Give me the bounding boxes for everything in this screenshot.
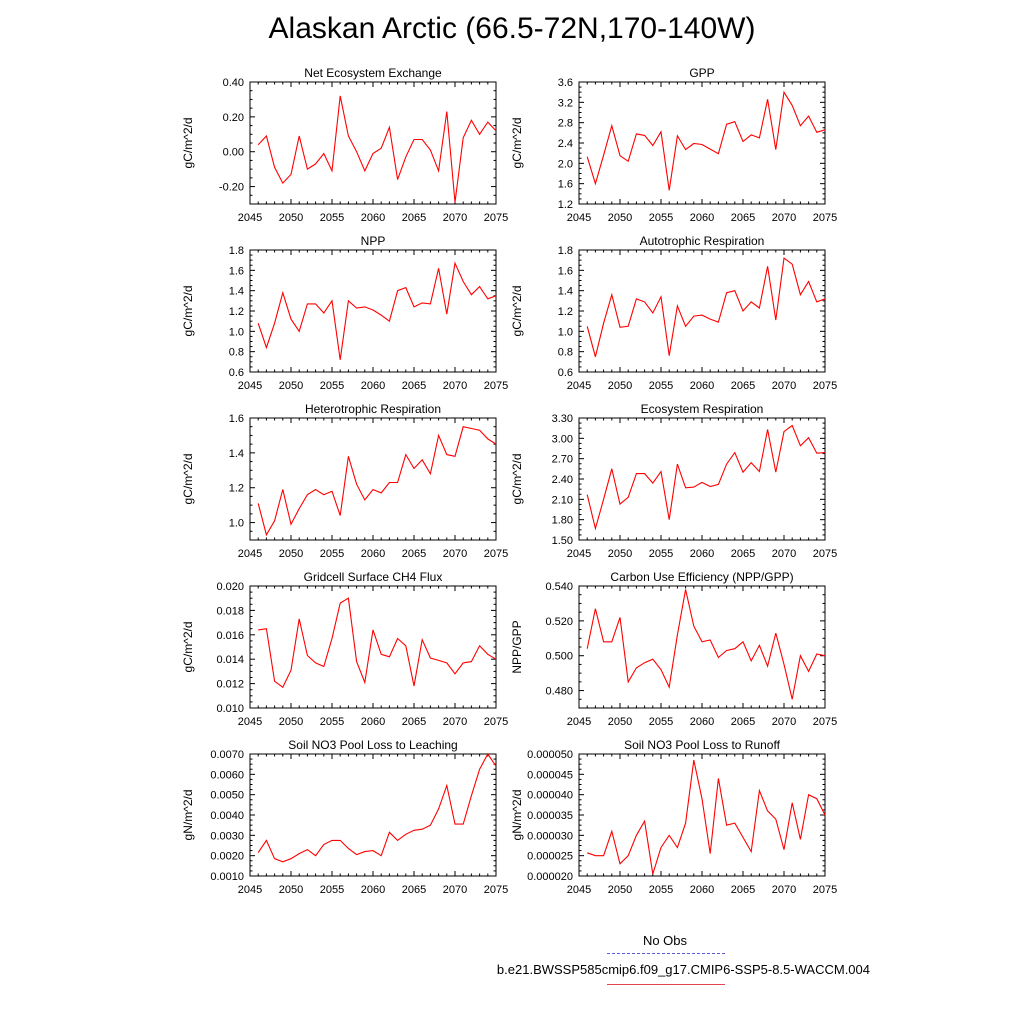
plot-frame [250, 82, 496, 204]
y-tick-label: 1.0 [228, 517, 244, 530]
x-tick-label: 2050 [607, 884, 633, 896]
x-tick-label: 2065 [401, 884, 427, 896]
x-tick-label: 2055 [648, 380, 674, 392]
plot-frame [579, 754, 825, 876]
y-tick-label: 0.40 [222, 77, 244, 89]
y-tick-label: 0.000040 [527, 789, 573, 802]
y-tick-label: 1.0 [557, 326, 573, 339]
x-tick-label: 2045 [566, 716, 592, 728]
y-tick-label: 0.20 [222, 111, 244, 124]
y-tick-label: 0.0050 [210, 789, 244, 802]
chart-panel-5 [181, 402, 508, 560]
y-tick-label: 0.018 [216, 605, 244, 618]
y-tick-label: 0.012 [216, 678, 244, 691]
y-axis-label: NPP/GPP [510, 620, 524, 674]
x-tick-label: 2065 [401, 380, 427, 392]
y-tick-label: 0.000025 [527, 850, 573, 863]
y-tick-label: 0.010 [216, 703, 244, 715]
y-tick-label: 0.0020 [210, 850, 244, 863]
x-tick-label: 2050 [607, 548, 633, 560]
series-line [258, 598, 496, 687]
x-tick-label: 2050 [278, 548, 304, 560]
y-tick-label: 1.80 [551, 514, 573, 527]
y-tick-label: -0.20 [218, 181, 244, 194]
x-tick-label: 2060 [360, 716, 386, 728]
x-tick-label: 2045 [566, 884, 592, 896]
chart-panel-4 [510, 234, 837, 392]
legend-case-line [607, 984, 725, 985]
y-tick-label: 0.540 [545, 581, 573, 593]
x-tick-label: 2055 [319, 212, 345, 224]
x-tick-label: 2065 [730, 380, 756, 392]
x-tick-label: 2075 [483, 212, 509, 224]
legend-obs-line [607, 953, 725, 954]
x-tick-label: 2060 [689, 212, 715, 224]
x-tick-label: 2045 [566, 548, 592, 560]
y-tick-label: 1.6 [228, 413, 244, 425]
series-line [587, 426, 825, 529]
chart-title: Autotrophic Respiration [639, 234, 765, 248]
y-tick-label: 0.6 [557, 367, 573, 379]
x-tick-label: 2075 [483, 380, 509, 392]
x-tick-label: 2075 [483, 716, 509, 728]
x-tick-label: 2070 [442, 716, 468, 728]
y-tick-label: 0.016 [216, 629, 244, 642]
y-tick-label: 1.2 [557, 199, 573, 211]
x-tick-label: 2060 [360, 212, 386, 224]
x-tick-label: 2075 [812, 548, 838, 560]
x-tick-label: 2045 [237, 212, 263, 224]
x-tick-label: 2075 [812, 716, 838, 728]
y-axis-label: gC/m^2/d [181, 621, 195, 673]
y-tick-label: 2.70 [551, 453, 573, 466]
chart-title: Soil NO3 Pool Loss to Leaching [288, 738, 458, 752]
y-tick-label: 1.8 [228, 245, 244, 257]
x-tick-label: 2055 [648, 548, 674, 560]
y-tick-label: 1.4 [557, 285, 573, 298]
x-tick-label: 2065 [730, 884, 756, 896]
x-tick-label: 2065 [730, 716, 756, 728]
chart-panel-7 [181, 570, 508, 728]
x-tick-label: 2055 [319, 884, 345, 896]
x-tick-label: 2070 [771, 884, 797, 896]
series-line [587, 760, 825, 874]
y-tick-label: 1.2 [557, 306, 573, 318]
x-tick-label: 2065 [401, 212, 427, 224]
chart-panel-3 [181, 234, 508, 392]
legend-obs-label: No Obs [642, 933, 688, 948]
chart-title: Heterotrophic Respiration [304, 402, 442, 416]
x-tick-label: 2070 [442, 884, 468, 896]
x-tick-label: 2075 [812, 212, 838, 224]
x-tick-label: 2075 [812, 380, 838, 392]
x-tick-label: 2075 [483, 884, 509, 896]
chart-panel-8 [510, 570, 837, 728]
y-tick-label: 1.50 [551, 535, 573, 547]
chart-title: Soil NO3 Pool Loss to Runoff [624, 738, 780, 752]
y-axis-label: gC/m^2/d [181, 117, 195, 169]
x-tick-label: 2060 [360, 884, 386, 896]
x-tick-label: 2070 [771, 212, 797, 224]
x-tick-label: 2060 [689, 884, 715, 896]
y-axis-label: gC/m^2/d [181, 453, 195, 505]
plot-frame [579, 418, 825, 540]
y-tick-label: 0.0030 [210, 830, 244, 843]
series-line [258, 427, 496, 535]
y-tick-label: 1.2 [228, 482, 244, 495]
y-tick-label: 0.000050 [527, 749, 573, 761]
legend-case-label: b.e21.BWSSP585cmip6.f09_g17.CMIP6-SSP5-8.5-WACCM.004 [496, 962, 870, 977]
x-tick-label: 2070 [442, 212, 468, 224]
plot-frame [250, 754, 496, 876]
x-tick-label: 2055 [319, 548, 345, 560]
chart-panel-9 [181, 738, 508, 896]
x-tick-label: 2045 [237, 380, 263, 392]
y-axis-label: gN/m^2/d [181, 789, 195, 841]
y-tick-label: 1.2 [228, 306, 244, 318]
chart-title: Ecosystem Respiration [640, 402, 764, 416]
x-tick-label: 2070 [771, 380, 797, 392]
y-tick-label: 3.2 [557, 97, 573, 110]
plot-frame [579, 586, 825, 708]
plot-frame [250, 586, 496, 708]
series-line [587, 258, 825, 357]
x-tick-label: 2070 [442, 380, 468, 392]
y-tick-label: 0.020 [216, 581, 244, 593]
y-tick-label: 1.0 [228, 326, 244, 339]
y-tick-label: 0.000045 [527, 769, 573, 782]
x-tick-label: 2060 [360, 548, 386, 560]
y-tick-label: 0.0010 [210, 871, 244, 883]
x-tick-label: 2050 [607, 716, 633, 728]
x-tick-label: 2065 [730, 548, 756, 560]
y-tick-label: 0.0040 [210, 810, 244, 822]
chart-panel-2 [510, 66, 837, 224]
x-tick-label: 2070 [442, 548, 468, 560]
y-tick-label: 1.6 [557, 265, 573, 278]
y-tick-label: 2.4 [557, 138, 573, 150]
y-tick-label: 0.0070 [210, 749, 244, 761]
x-tick-label: 2065 [401, 548, 427, 560]
x-tick-label: 2050 [278, 380, 304, 392]
chart-title: GPP [689, 66, 715, 80]
y-tick-label: 1.4 [228, 285, 244, 298]
x-tick-label: 2055 [648, 884, 674, 896]
series-line [587, 590, 825, 700]
x-tick-label: 2045 [237, 884, 263, 896]
y-tick-label: 3.00 [551, 433, 573, 446]
x-tick-label: 2050 [278, 212, 304, 224]
y-tick-label: 0.8 [557, 346, 573, 359]
y-tick-label: 3.6 [557, 77, 573, 89]
y-axis-label: gC/m^2/d [510, 117, 524, 169]
y-tick-label: 0.520 [545, 615, 573, 628]
x-tick-label: 2055 [648, 212, 674, 224]
y-tick-label: 1.4 [228, 447, 244, 460]
y-tick-label: 0.000035 [527, 810, 573, 822]
x-tick-label: 2050 [278, 884, 304, 896]
y-tick-label: 1.8 [557, 245, 573, 257]
y-axis-label: gC/m^2/d [510, 285, 524, 337]
y-tick-label: 2.40 [551, 474, 573, 486]
x-tick-label: 2050 [607, 212, 633, 224]
series-line [258, 754, 496, 862]
x-tick-label: 2075 [483, 548, 509, 560]
x-tick-label: 2055 [319, 716, 345, 728]
y-tick-label: 1.6 [228, 265, 244, 278]
series-line [258, 96, 496, 202]
x-tick-label: 2045 [237, 548, 263, 560]
y-tick-label: 2.8 [557, 117, 573, 130]
x-tick-label: 2070 [771, 548, 797, 560]
plot-frame [579, 82, 825, 204]
y-tick-label: 0.8 [228, 346, 244, 359]
x-tick-label: 2045 [566, 380, 592, 392]
x-tick-label: 2075 [812, 884, 838, 896]
x-tick-label: 2065 [730, 212, 756, 224]
x-tick-label: 2050 [278, 716, 304, 728]
chart-panel-1 [181, 66, 508, 224]
chart-title: Carbon Use Efficiency (NPP/GPP) [610, 570, 794, 584]
y-tick-label: 0.480 [545, 685, 573, 698]
x-tick-label: 2045 [237, 716, 263, 728]
x-tick-label: 2050 [607, 380, 633, 392]
chart-title: Gridcell Surface CH4 Flux [303, 570, 443, 584]
series-line [258, 263, 496, 360]
plot-frame [250, 250, 496, 372]
y-tick-label: 1.6 [557, 178, 573, 191]
x-tick-label: 2070 [771, 716, 797, 728]
chart-panel-10 [510, 738, 837, 896]
y-tick-label: 0.0060 [210, 769, 244, 782]
chart-title: Net Ecosystem Exchange [304, 66, 442, 80]
y-axis-label: gC/m^2/d [510, 453, 524, 505]
x-tick-label: 2055 [648, 716, 674, 728]
page-title: Alaskan Arctic (66.5-72N,170-140W) [268, 12, 756, 45]
y-axis-label: gC/m^2/d [181, 285, 195, 337]
x-tick-label: 2060 [360, 380, 386, 392]
x-tick-label: 2060 [689, 548, 715, 560]
y-tick-label: 3.30 [551, 413, 573, 425]
y-tick-label: 0.6 [228, 367, 244, 379]
chart-panel-6 [510, 402, 837, 560]
series-line [587, 92, 825, 190]
y-tick-label: 0.000020 [527, 871, 573, 883]
y-tick-label: 2.10 [551, 494, 573, 507]
plot-frame [250, 418, 496, 540]
y-tick-label: 0.000030 [527, 830, 573, 843]
x-tick-label: 2045 [566, 212, 592, 224]
y-tick-label: 2.0 [557, 158, 573, 171]
y-axis-label: gN/m^2/d [510, 789, 524, 841]
x-tick-label: 2060 [689, 380, 715, 392]
x-tick-label: 2055 [319, 380, 345, 392]
y-tick-label: 0.014 [216, 654, 244, 667]
x-tick-label: 2065 [401, 716, 427, 728]
y-tick-label: 0.00 [222, 146, 244, 159]
chart-title: NPP [360, 234, 386, 248]
y-tick-label: 0.500 [545, 650, 573, 663]
x-tick-label: 2060 [689, 716, 715, 728]
